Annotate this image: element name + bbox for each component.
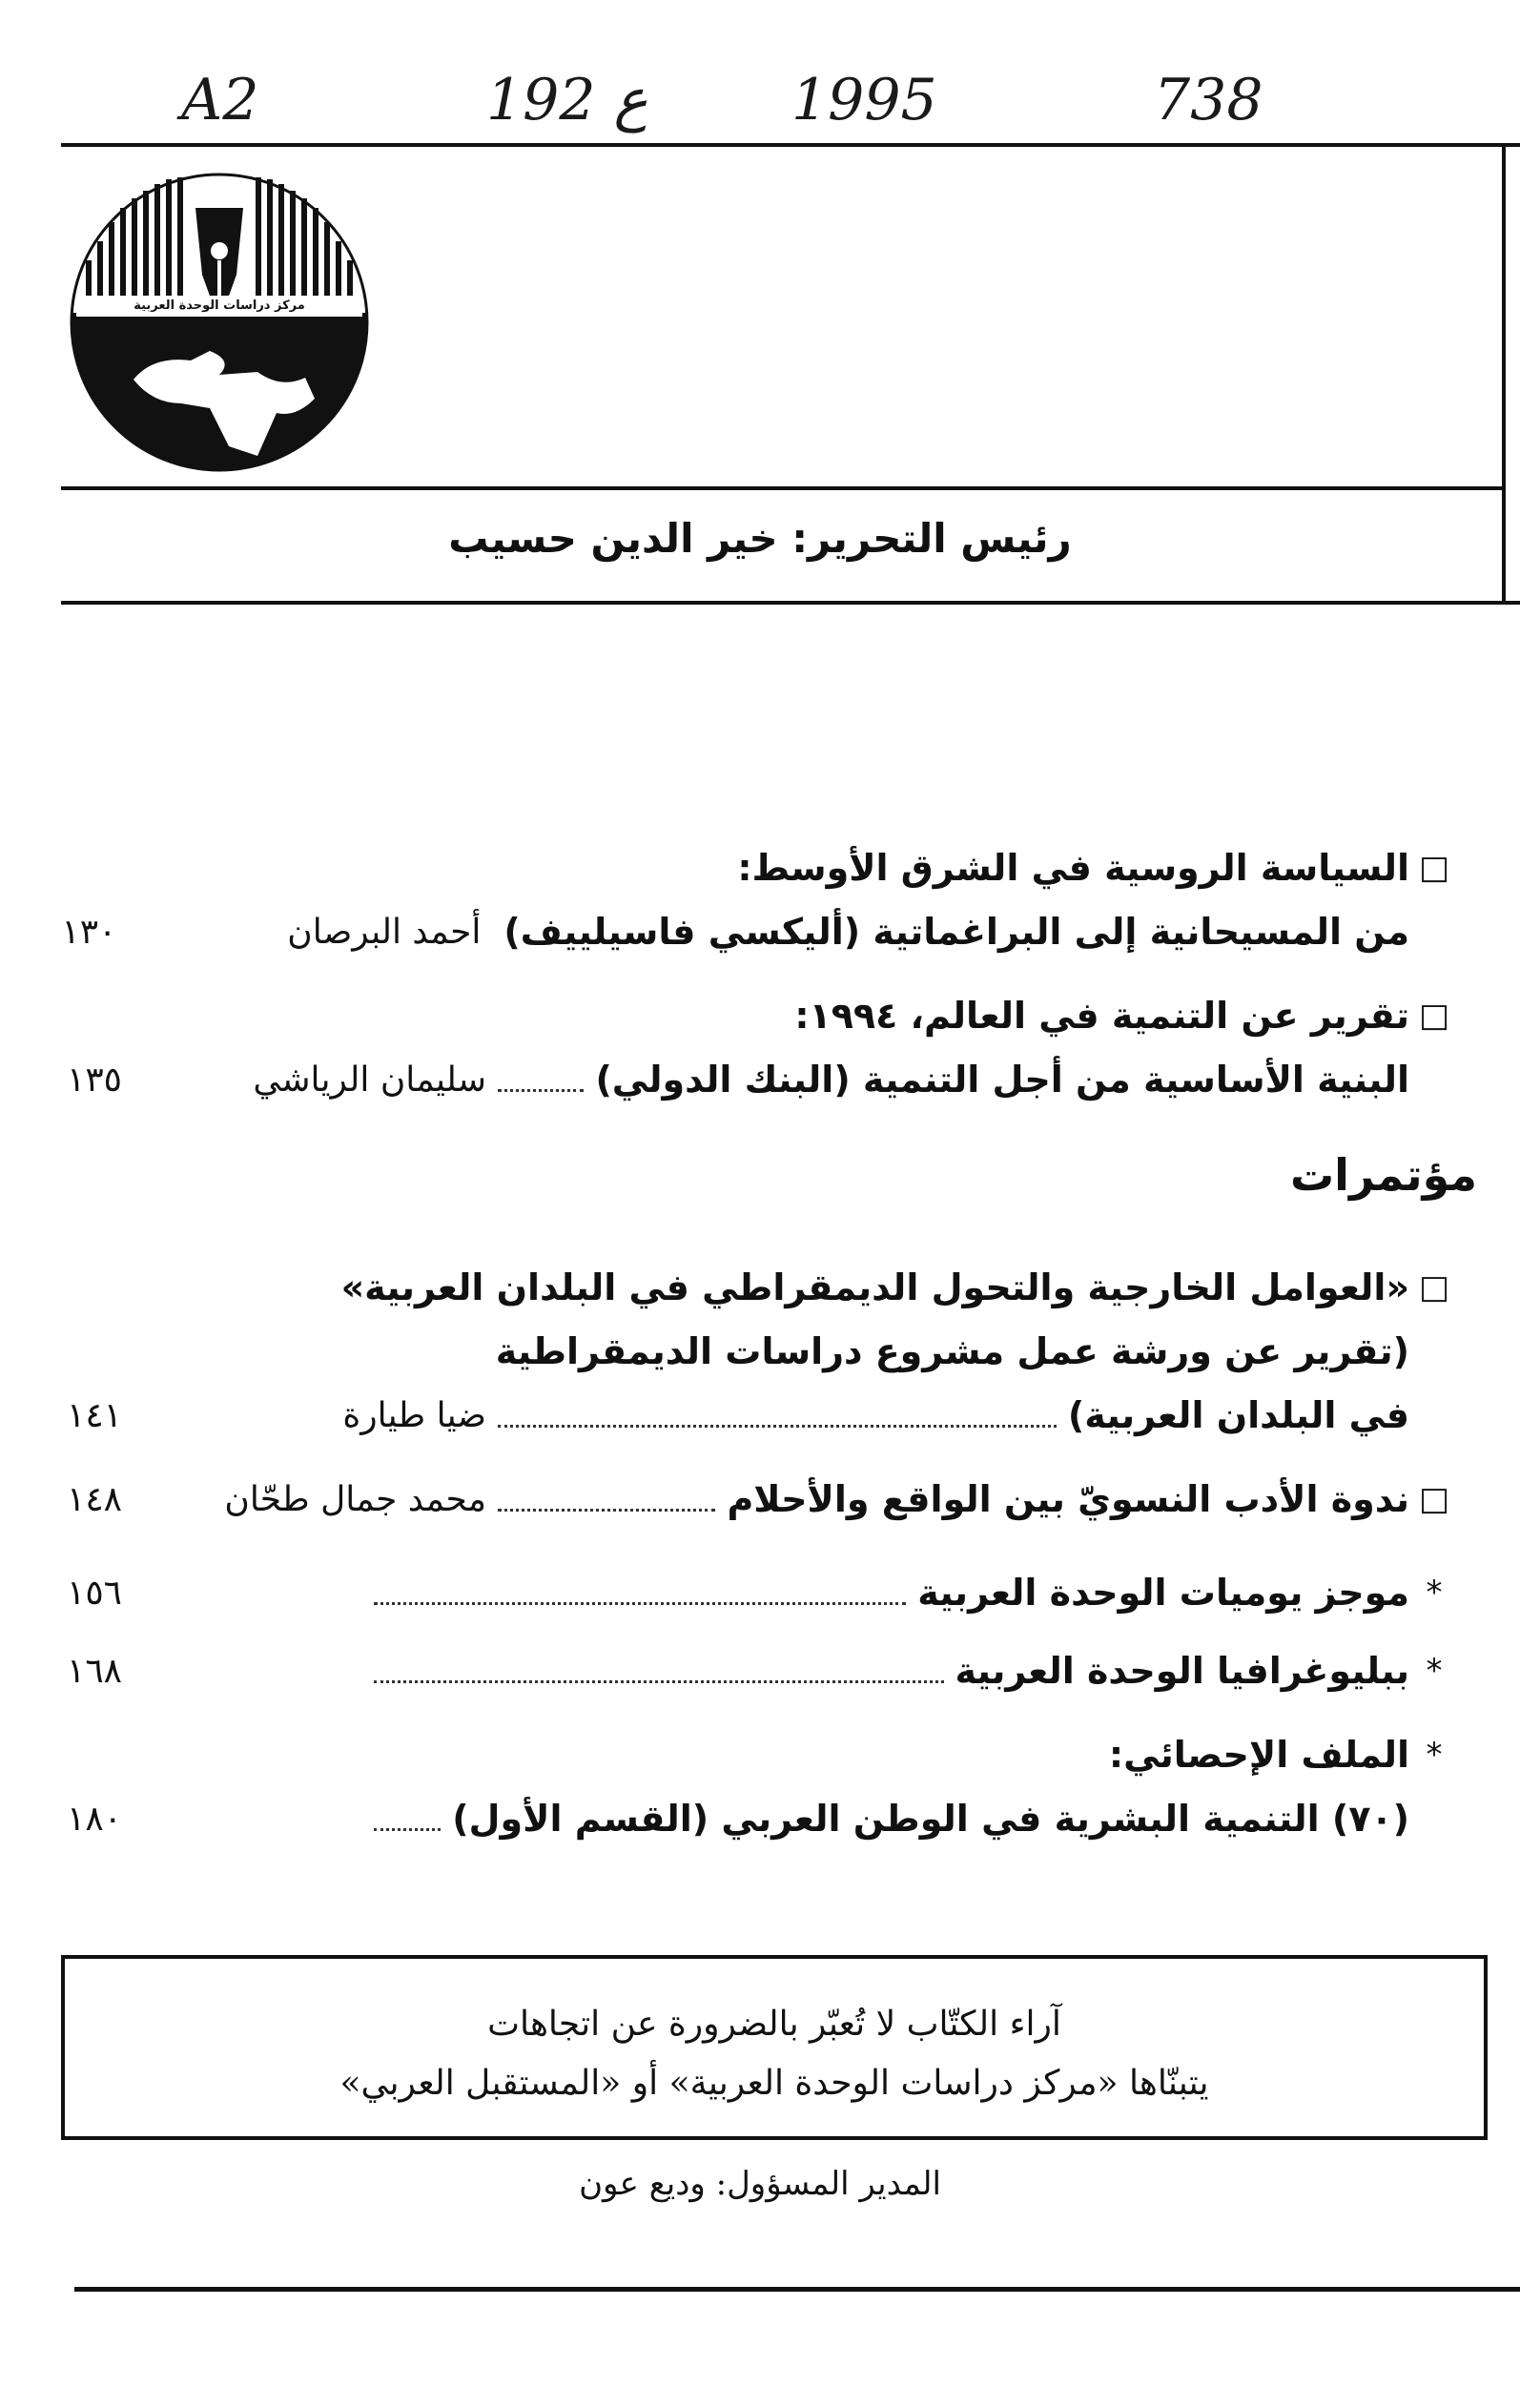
toc-item <box>67 1049 1459 1110</box>
toc-page: ١٤١ <box>67 1395 123 1435</box>
toc-page: ١٤٨ <box>67 1479 123 1519</box>
checkbox-icon: □ <box>1418 1268 1450 1307</box>
toc-item <box>67 1640 1459 1701</box>
toc-item <box>67 1385 1459 1446</box>
toc-page: ١٥٦ <box>67 1573 123 1613</box>
toc-author: ضيا طيارة <box>342 1395 486 1435</box>
logo-emblem-icon <box>67 170 372 475</box>
disclaimer-line: يتبنّاها «مركز دراسات الوحدة العربية» أو «المستقبل العربي» <box>339 2064 1209 2103</box>
leader-dots <box>498 1509 715 1512</box>
asterisk-icon: * <box>1426 1652 1443 1690</box>
leader-dots <box>374 1680 944 1683</box>
toc-title: من المسيحانية إلى البراغماتية (أليكسي فاسيلييف) <box>503 911 1409 953</box>
toc-title: موجز يوميات الوحدة العربية <box>917 1572 1409 1614</box>
toc-page: ١٦٨ <box>67 1651 123 1691</box>
toc-author: أحمد البرصان <box>287 912 482 952</box>
toc-title: في البلدان العربية) <box>1067 1394 1409 1436</box>
toc-page: ١٣٠ <box>61 912 117 952</box>
toc-title: الملف الإحصائي: <box>1108 1734 1409 1776</box>
asterisk-icon: * <box>1426 1574 1443 1612</box>
leader-dots <box>498 1089 584 1092</box>
handwritten-year: 1995 <box>791 67 937 134</box>
toc-page: ١٣٥ <box>67 1060 123 1100</box>
handwritten-code: A2 <box>181 67 259 134</box>
checkbox-icon: □ <box>1418 1480 1450 1518</box>
handwritten-issue: 192 ع <box>486 67 648 134</box>
disclaimer-line: آراء الكتّاب لا تُعبّر بالضرورة عن اتجاهات <box>487 2005 1061 2044</box>
bottom-rule <box>74 2287 1520 2292</box>
managing-director: المدير المسؤول: وديع عون <box>579 2165 941 2203</box>
toc-title: (تقرير عن ورشة عمل مشروع دراسات الديمقراطية <box>495 1330 1409 1372</box>
disclaimer-box <box>61 1955 1488 2140</box>
toc-title: ندوة الأدب النسويّ بين الواقع والأحلام <box>727 1478 1409 1520</box>
toc-author: سليمان الرياشي <box>253 1060 486 1100</box>
toc-item <box>67 985 1459 1046</box>
toc-item <box>61 901 1459 962</box>
section-title: مؤتمرات <box>1289 1149 1477 1201</box>
asterisk-icon: * <box>1426 1736 1443 1774</box>
leader-dots <box>374 1602 906 1605</box>
toc-item <box>67 1257 1459 1318</box>
toc-page: ١٨٠ <box>67 1799 123 1839</box>
top-rule <box>61 143 1520 147</box>
toc-title: «العوامل الخارجية والتحول الديمقراطي في البلدان العربية» <box>340 1266 1409 1308</box>
toc-title: (٧٠) التنمية البشرية في الوطن العربي (القسم الأول) <box>452 1798 1409 1840</box>
checkbox-icon: □ <box>1418 997 1450 1035</box>
leader-dots <box>374 1828 441 1831</box>
editor-in-chief: رئيس التحرير: خير الدين حسيب <box>448 515 1072 562</box>
toc-title: تقرير عن التنمية في العالم، ١٩٩٤: <box>794 995 1409 1037</box>
logo <box>67 170 372 475</box>
logo-text: مركز دراسات الوحدة العربية <box>134 298 305 313</box>
toc-title: البنية الأساسية من أجل التنمية (البنك الدولي) <box>595 1059 1409 1101</box>
toc-title: السياسة الروسية في الشرق الأوسط: <box>737 847 1409 889</box>
toc-item <box>67 1321 1459 1382</box>
checkbox-icon: □ <box>1418 849 1450 887</box>
toc-item <box>67 1724 1459 1785</box>
toc-item <box>67 1788 1459 1849</box>
toc-title: ببليوغرافيا الوحدة العربية <box>955 1650 1409 1692</box>
toc-author: محمد جمال طحّان <box>224 1479 486 1519</box>
toc-item <box>67 837 1459 898</box>
editor-rule <box>61 601 1520 605</box>
mid-rule <box>61 486 1506 490</box>
toc-item <box>67 1469 1459 1530</box>
toc-item <box>67 1562 1459 1623</box>
leader-dots <box>498 1425 1057 1428</box>
handwritten-number: 738 <box>1154 67 1263 134</box>
